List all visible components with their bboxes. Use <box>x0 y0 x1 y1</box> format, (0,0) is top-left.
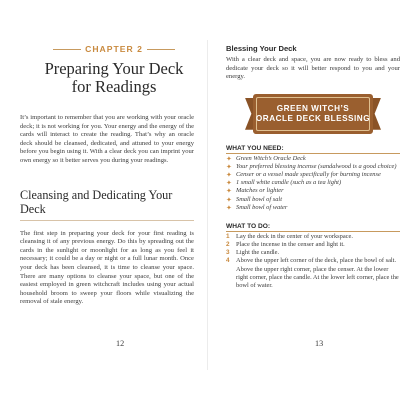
step-item <box>226 241 400 249</box>
need-item-text: 1 small white candle (such as a tea light) <box>236 179 342 187</box>
blessing-paragraph: With a clear deck and space, you are now ready to bless and dedicate your deck so it will better respond to you and your energy. <box>226 56 400 81</box>
bullet-icon: ✦ <box>226 162 232 171</box>
step-text: Lay the deck in the center of your workspace. <box>236 232 353 240</box>
step-number: 1 <box>226 232 230 240</box>
need-divider <box>226 153 400 154</box>
need-item-text: Matches or lighter <box>236 187 284 195</box>
ritual-banner <box>253 94 373 134</box>
bullet-icon: ✦ <box>226 187 232 196</box>
step-item <box>226 233 400 241</box>
need-item <box>226 196 400 204</box>
step-number: 3 <box>226 249 230 257</box>
bullet-icon: ✦ <box>226 179 232 188</box>
page-number-right: 13 <box>315 339 324 348</box>
step-item <box>226 249 400 257</box>
left-page <box>20 44 194 307</box>
need-item <box>226 163 400 171</box>
section-divider <box>20 220 194 221</box>
banner-title-line1: GREEN WITCH’S <box>276 103 350 113</box>
bullet-icon: ✦ <box>226 195 232 204</box>
right-page <box>226 44 400 290</box>
step-text: Light the candle. <box>236 249 280 257</box>
banner-title-line2: ORACLE DECK BLESSING <box>255 113 371 123</box>
step-number: 2 <box>226 241 230 248</box>
intro-paragraph: It’s important to remember that you are working with your oracle deck; it is not working for you. Your energy and the energy of the cards will interact to create the reading. That’s why an oracle deck should be cleansed, dedicated, and attuned to your energy before you begin using it. With a clear deck you can imprint your own energy so it better serves you during your readings. <box>20 114 194 164</box>
need-item-text: Green Witch’s Oracle Deck <box>236 154 306 162</box>
do-heading: WHAT TO DO: <box>226 223 271 230</box>
bullet-icon: ✦ <box>226 154 232 163</box>
blessing-heading: Blessing Your Deck <box>226 44 297 53</box>
need-item-text: Your preferred blessing incense (sandalwood is a good choice) <box>236 162 397 170</box>
chapter-label: CHAPTER 2 <box>85 44 143 54</box>
need-list <box>226 155 400 212</box>
need-heading: WHAT YOU NEED: <box>226 144 284 152</box>
chapter-rule-right <box>147 49 175 50</box>
chapter-label-row <box>34 44 194 54</box>
do-divider <box>226 231 400 232</box>
chapter-title-line2: for Readings <box>71 77 157 96</box>
section-paragraph: The first step in preparing your deck for your first reading is cleansing it of any previous energy. Do this by spreading out the cards in the sunlight or moonlight for as long as you feel it necessary; it could be a day or night or a full lunar month. Once your deck has been cleansed, it is time to cleanse your space. There are many options to cleanse your space, but one of the easiest employed in green witchcraft includes using your actual household broom to sweep your floors while visualizing the removal of stale energy. <box>20 229 194 306</box>
step-item <box>226 257 400 290</box>
steps-list <box>226 233 400 290</box>
need-item-text: Censer or a vessel made specifically for burning incense <box>236 170 381 178</box>
chapter-rule-left <box>53 49 81 50</box>
book-spine <box>207 40 208 370</box>
step-text: Above the upper left corner of the deck, place the bowl of salt. Above the upper right corner, place the censer. At the lower right corner, place the candle. At the lower left corner, place the bowl of water. <box>236 257 399 290</box>
need-item-text: Small bowl of water <box>236 203 288 211</box>
page-number-left: 12 <box>116 339 125 348</box>
step-text: Place the incense in the censer and light it. <box>236 241 345 248</box>
need-item <box>226 187 400 195</box>
need-item <box>226 179 400 187</box>
section-heading: Cleansing and Dedicating Your Deck <box>20 187 173 216</box>
chapter-title-line1: Preparing Your Deck <box>44 59 184 78</box>
step-number: 4 <box>226 257 230 265</box>
bullet-icon: ✦ <box>226 203 232 212</box>
need-item <box>226 155 400 163</box>
need-item <box>226 204 400 212</box>
chapter-title <box>34 60 194 96</box>
bullet-icon: ✦ <box>226 170 232 179</box>
need-item <box>226 171 400 179</box>
need-item-text: Small bowl of salt <box>236 195 282 203</box>
